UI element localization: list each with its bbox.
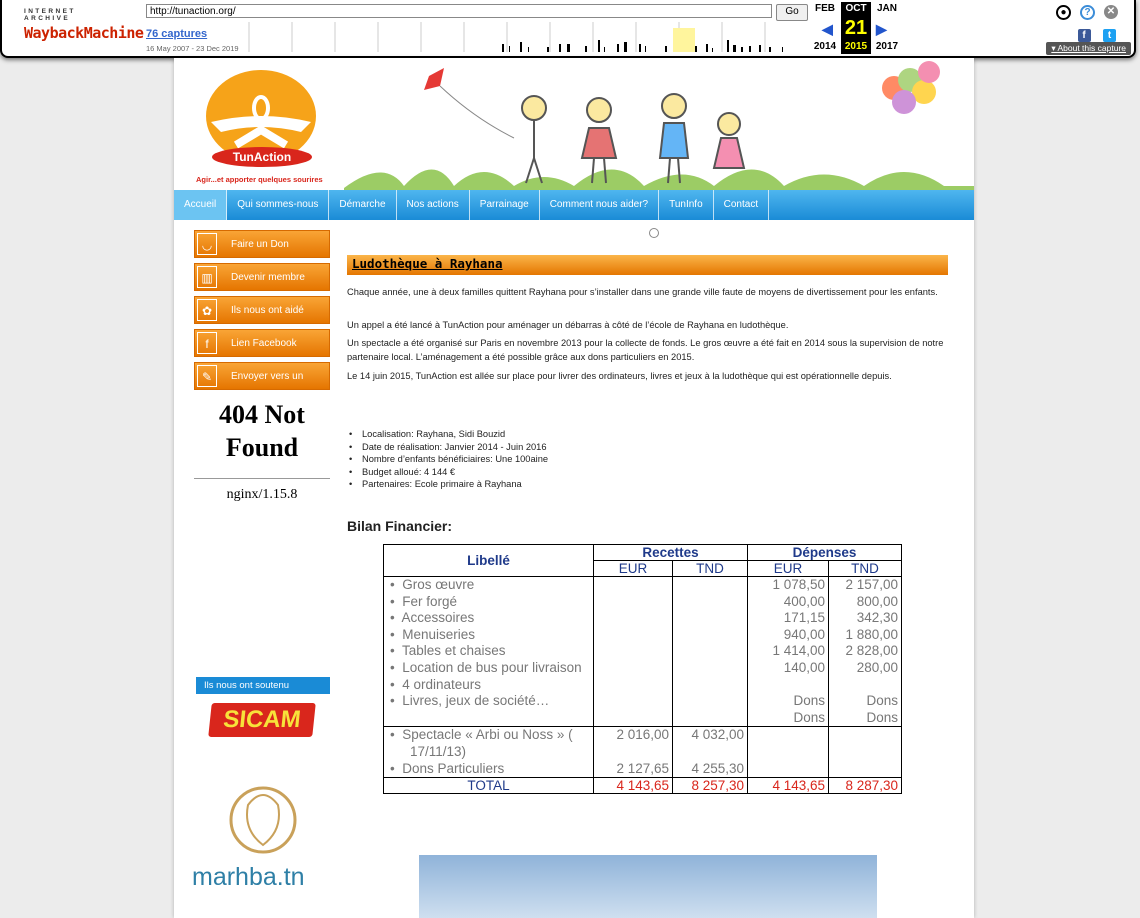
twitter-icon[interactable]: t [1103, 29, 1116, 42]
close-icon[interactable]: ✕ [1104, 5, 1118, 19]
expense-items-cell [384, 577, 594, 727]
depenses-header: Dépenses [748, 545, 902, 561]
income-tnd-cell: 4 032,00 4 255,30 [673, 727, 748, 778]
total-rec-tnd: 8 257,30 [673, 778, 748, 794]
income-dep-tnd-cell [829, 727, 902, 778]
paragraph-1: Chaque année, une à deux familles quittent Rayhana pour s’installer dans une grande ville faute de moyens de divertissement pour les enfants. [347, 287, 938, 297]
nav-item-accueil[interactable]: Accueil [174, 190, 227, 220]
pencil-icon: ✎ [197, 365, 217, 387]
facebook-link-label: Lien Facebook [231, 338, 297, 349]
libelle-header: Libellé [384, 545, 594, 577]
sponsors-header: Ils nous ont soutenu [196, 677, 330, 694]
current-day: 21 [841, 16, 871, 40]
table-row: • Accessoires [390, 610, 475, 626]
facebook-icon[interactable]: f [1078, 29, 1091, 42]
nav-item-contact[interactable]: Contact [714, 190, 769, 220]
list-item: • Date de réalisation: Janvier 2014 - Juin 2016 [362, 441, 548, 454]
next-year[interactable]: 2017 [875, 41, 899, 52]
income-dep-eur-cell [748, 727, 829, 778]
table-row: • 4 ordinateurs [390, 676, 482, 692]
helped-us-button[interactable] [194, 296, 330, 324]
about-capture-label: About this capture [1057, 43, 1126, 53]
calendar-nav [810, 2, 902, 54]
wayback-icons [1050, 5, 1120, 21]
logo-text: TunAction [212, 147, 312, 167]
dep-tnd-cell: 2 157,00 800,00 342,30 1 880,00 2 828,00 280,00 Dons Dons [829, 577, 902, 727]
table-row: • Tables et chaises [390, 643, 506, 659]
become-member-button[interactable] [194, 263, 330, 291]
total-rec-eur: 4 143,65 [594, 778, 673, 794]
prev-arrow-icon[interactable]: ◀ [822, 21, 833, 37]
current-year: 2015 [841, 40, 871, 54]
total-dep-eur: 4 143,65 [748, 778, 829, 794]
rec-eur-header: EUR [594, 561, 673, 577]
dep-eur-header: EUR [748, 561, 829, 577]
main-nav [174, 190, 974, 220]
marhba-logo-text[interactable]: marhba.tn [192, 863, 305, 891]
list-item: • Localisation: Rayhana, Sidi Bouzid [362, 428, 548, 441]
table-row: • Location de bus pour livraison [390, 659, 582, 675]
financial-table [383, 544, 902, 794]
table-row: • Dons Particuliers [390, 760, 505, 776]
paragraph-2: Un appel a été lancé à TunAction pour aménager un débarras à côté de l’école de Rayhana en ludothèque. [347, 320, 789, 330]
url-input[interactable]: http://tunaction.org/ [146, 4, 772, 18]
help-icon[interactable]: ? [1080, 5, 1095, 20]
nav-item-parrainage[interactable]: Parrainage [470, 190, 540, 220]
dep-tnd-header: TND [829, 561, 902, 577]
dep-eur-cell: 1 078,50 400,00 171,15 940,00 1 414,00 140,00 Dons Dons [748, 577, 829, 727]
logo-top-text: INTERNET ARCHIVE [24, 8, 76, 22]
about-capture-link[interactable]: ▾ About this capture [1046, 42, 1131, 55]
donate-button[interactable] [194, 230, 330, 258]
user-icon[interactable]: ● [1056, 5, 1071, 20]
facebook-link-button[interactable] [194, 329, 330, 357]
next-month[interactable] [872, 2, 902, 16]
income-eur-cell: 2 016,00 2 127,65 [594, 727, 673, 778]
table-row: • Gros œuvre [390, 577, 475, 592]
table-row: • Menuiseries [390, 626, 476, 642]
donate-label: Faire un Don [231, 239, 289, 250]
table-row: • Fer forgé [390, 593, 458, 609]
list-item: • Budget alloué: 4 144 € [362, 466, 548, 479]
become-member-label: Devenir membre [231, 272, 305, 283]
sidebar [194, 230, 330, 503]
archived-page [174, 58, 974, 918]
nav-item-tuninfo[interactable]: TunInfo [659, 190, 714, 220]
list-item: • Nombre d’enfants bénéficiaires: Une 100aine [362, 453, 548, 466]
building-icon: ▥ [197, 266, 217, 288]
go-button[interactable]: Go [776, 4, 808, 21]
children-illustration [344, 58, 974, 190]
recettes-header: Recettes [594, 545, 748, 561]
server-info: nginx/1.15.8 [226, 487, 298, 502]
project-details-list [362, 428, 548, 491]
nav-item-demarche[interactable]: Démarche [329, 190, 396, 220]
send-to-label: Envoyer vers un [231, 371, 304, 382]
total-dep-tnd: 8 287,30 [829, 778, 902, 794]
income-items-cell [384, 727, 594, 778]
captures-link[interactable]: 76 captures [146, 28, 208, 40]
rec-tnd-header: TND [673, 561, 748, 577]
current-month [841, 2, 871, 40]
capture-range: 16 May 2007 - 23 Dec 2019 [146, 44, 239, 53]
logo-main-text: WaybackMachine [24, 24, 144, 42]
nav-item-comment-nous-aider[interactable]: Comment nous aider? [540, 190, 659, 220]
sicam-logo[interactable]: SICAM [208, 703, 316, 737]
site-slogan: Agir...et apporter quelques sourires [196, 175, 323, 184]
social-icons [1070, 25, 1116, 43]
tree-icon: ✿ [197, 299, 217, 321]
rec-eur-cell [594, 577, 673, 727]
nav-item-nos-actions[interactable]: Nos actions [397, 190, 470, 220]
article-photo [419, 855, 877, 918]
helped-us-label: Ils nous ont aidé [231, 305, 304, 316]
current-month-label: OCT [841, 2, 871, 16]
divider [194, 478, 330, 479]
not-found-title: 404 Not Found [219, 400, 305, 462]
table-row: • Spectacle « Arbi ou Noss » ( 17/11/13) [390, 727, 573, 759]
paragraph-3: Un spectacle a été organisé sur Paris en novembre 2013 pour la collecte de fonds. Le gros œuvre a été fait en 2014 sous la supervision de notre partenaire local. L’aménagement a été possible grâce aux dons particuliers en 2015. [347, 338, 944, 362]
prev-year[interactable]: 2014 [813, 41, 837, 52]
facebook-icon: f [197, 332, 217, 354]
list-item: • Partenaires: Ecole primaire à Rayhana [362, 478, 548, 491]
paragraph-4: Le 14 juin 2015, TunAction est allée sur place pour livrer des ordinateurs, livres et jeux à la ludothèque qui est opérationnelle depuis. [347, 371, 892, 381]
article-title-bar [347, 255, 948, 275]
total-row [384, 778, 902, 794]
rec-tnd-cell [673, 577, 748, 727]
wayback-toolbar [0, 0, 1136, 58]
article-title[interactable]: Ludothèque à Rayhana [352, 256, 503, 271]
financial-heading: Bilan Financier: [347, 518, 453, 534]
nav-item-qui-sommes-nous[interactable]: Qui sommes-nous [227, 190, 329, 220]
total-label: TOTAL [384, 778, 594, 794]
capture-sparkline[interactable] [247, 22, 800, 52]
prev-month-label: FEB [815, 3, 835, 14]
next-arrow-icon[interactable]: ▶ [876, 21, 887, 37]
link-icon[interactable] [649, 228, 659, 238]
table-row: • Livres, jeux de société… [390, 693, 550, 709]
next-month-label: JAN [876, 3, 897, 14]
prev-month[interactable] [810, 2, 840, 16]
wayback-logo[interactable] [24, 8, 144, 42]
send-to-button[interactable] [194, 362, 330, 390]
site-banner [174, 58, 974, 190]
smile-icon: ◡ [197, 233, 217, 255]
